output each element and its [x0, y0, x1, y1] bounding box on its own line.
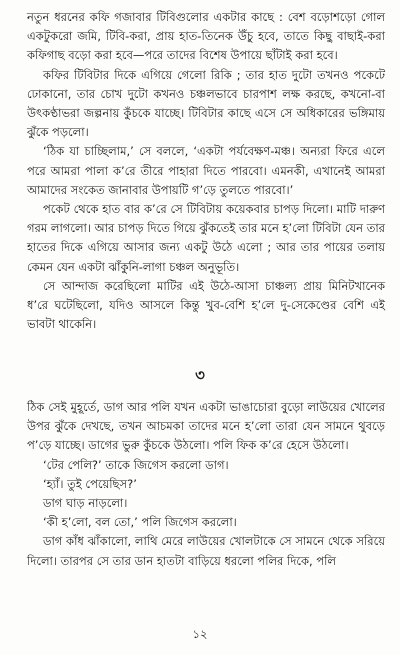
section-two-text	[27, 398, 385, 571]
paragraph: কফির টিবিটার দিকে এগিয়ে গেলো রিকি ; তার হাত দুটো তখনও পকেটে ঢোকানো, তার চোখ দুটো কখনও চঞ্চলভাবে চারপাশ লক্ষ করছে, কখনো-বা উৎকণ্ঠাভরা জল্পনায় কুঁচকে যাচ্ছে। টিবিটার কাছে এসে সে অধিকারের ভঙ্গিমায় ঝুঁকে পড়লো।	[27, 67, 385, 140]
paragraph: ‘কী হ’লো, বল তো,’ পলি জিগেস করলো।	[43, 515, 237, 530]
paragraph: পকেট থেকে হাত বার ক’রে সে টিবিটায় কয়েকবার চাপড় দিলো। মাটি দারুণ গরম লাগলো। আর চাপড় দিতে গিয়ে ঝুঁকতেই তার মনে হ’লো টিবিটা যেন তার হাতের দিকে এগিয়ে আসার জন্য একটু উঠে এলো ; আর তার পায়ের তলায় কেমন যেন একটা ঝাঁকুনি-লাগা চঞ্চল অনুভূতি।	[27, 202, 385, 274]
paragraph: ঠিক সেই মুহূর্তে, ডাগ আর পলি যখন একটা ভাঙাচোরা বুড়ো লাউয়ের খোলের উপর ঝুঁকে দেখছে, তখন আচমকা তাদের মনে হ’লো তারা যেন সামনে থুবড়ে প’ড়ে যাচ্ছে। ডাগের ভুরু কুঁচকে উঠলো। পলি ফিক ক’রে হেসে উঠলো।	[27, 400, 385, 453]
paragraph: ডাগ কাঁধ ঝাঁকালো, লাথি মেরে লাউয়ের খোলটাকে সে সামনে থেকে সরিয়ে দিলো। তারপর সে তার ডান হাতটা বাড়িয়ে ধরলো পলির দিকে, পলি	[27, 534, 385, 568]
paragraph: ডাগ ঘাড় নাড়লো।	[43, 496, 128, 511]
chapter-number: ৩	[195, 366, 205, 384]
page-number: ১২	[192, 627, 208, 641]
paragraph: ‘টের পেলি?’ তাকে জিগেস করলো ডাগ।	[43, 457, 229, 472]
paragraph: ‘হ্যাঁ। তুই পেয়েছিস?’	[43, 476, 137, 491]
section-one-text	[27, 8, 385, 334]
paragraph: নতুন ধরনের কফি গজাবার টিবিগুলোর একটার কাছে : বেশ বড়োশড়ো গোল একটুকরো জমি, টিবি-করা, প্রায় হাত-তিনেক উঁচু হবে, তাতে কিছু বাছাই-করা কফিগাছ বড়ো করা হবে—পরে তাদের বিশেষ উপায়ে ছাঁটাই করা হবে।	[27, 10, 385, 63]
paragraph: ‘ঠিক যা চাচ্ছিলাম,’ সে বললে, ‘একটা পর্যবেক্ষণ-মঞ্চ। অন্যরা ফিরে এলে পরে আমরা পালা ক’রে তীরে পাহারা দিতে পারবো। এমনকী, এখানেই আমরা আমাদের সংকেত জানাবার উপায়টি গ’ড়ে তুলতে পারবো।’	[27, 144, 385, 197]
paragraph: সে আন্দাজ করেছিলো মাটির এই উঠে-আসা চাঞ্চল্য প্রায় মিনিটখানেক ধ’রে ঘটেছিলো, যদিও আসলে কিন্তু খুব-বেশি হ’লে দু-সেকেণ্ডের বেশি এই ভাবটা থাকেনি।	[27, 278, 385, 332]
